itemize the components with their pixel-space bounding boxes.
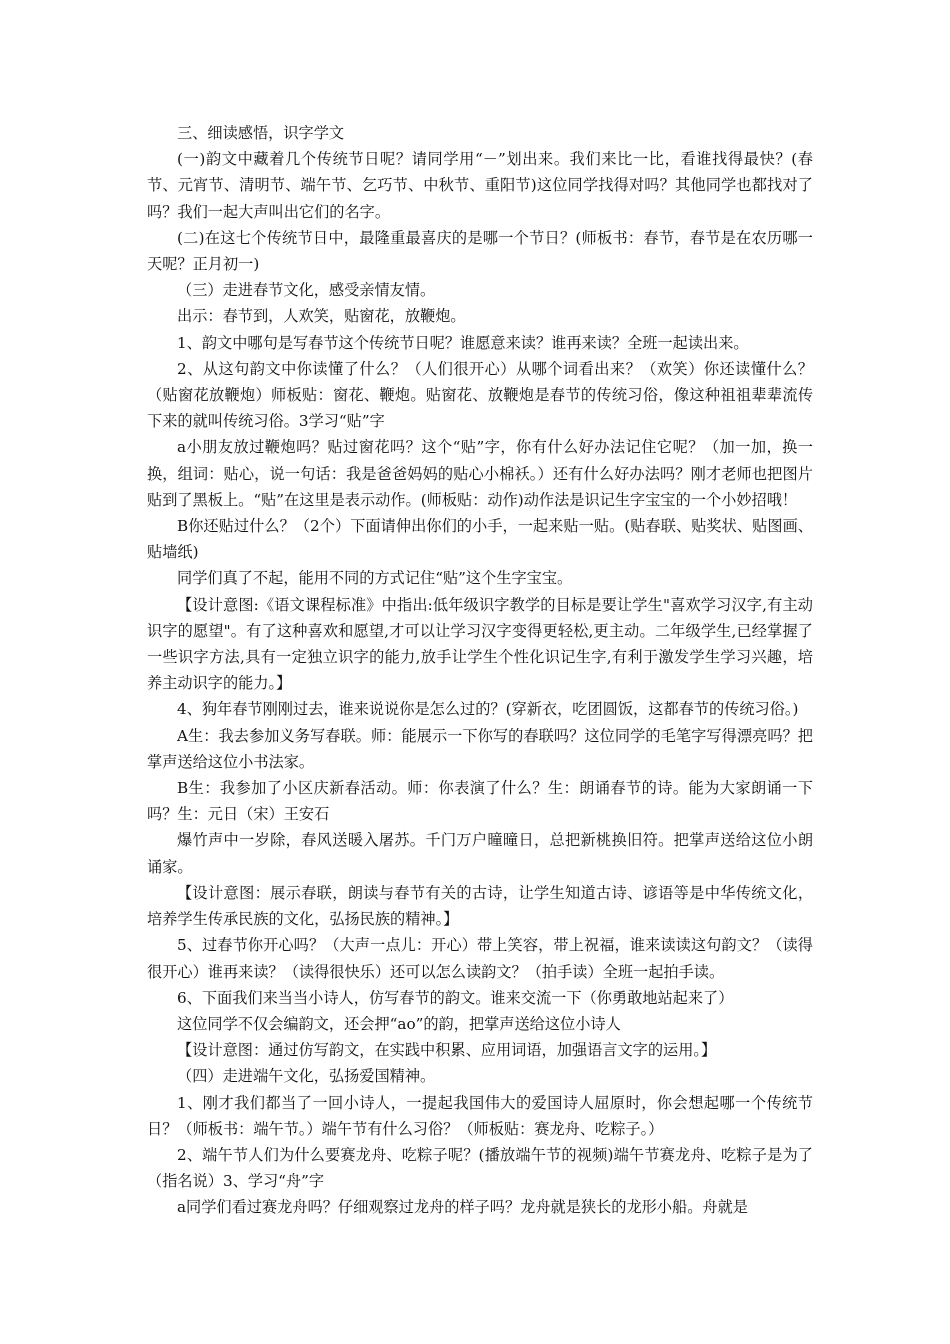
design-intent-note: 【设计意图：通过仿写韵文，在实践中积累、应用词语，加强语言文字的运用。】 xyxy=(177,1041,717,1060)
paragraph: A生：我去参加义务写春联。师：能展示一下你写的春联吗？这位同学的毛笔字写得漂亮吗？把掌声送给这位小书法家。 xyxy=(147,726,813,771)
paragraph: 5、过春节你开心吗？（大声一点儿：开心）带上笑容，带上祝福，谁来读读这句韵文？（读得很开心）谁再来读？（读得很快乐）还可以怎么读韵文？（拍手读）全班一起拍手读。 xyxy=(147,936,813,981)
design-intent-note: 【设计意图：展示春联，朗读与春节有关的古诗，让学生知道古诗、谚语等是中华传统文化，培养学生传承民族的文化，弘扬民族的精神。】 xyxy=(147,883,813,929)
poem-paragraph: 爆竹声中一岁除，春风送暖入屠苏。千门万户曈曈日，总把新桃换旧符。把掌声送给这位小朗诵家。 xyxy=(147,831,813,876)
paragraph: B你还贴过什么？（2个）下面请伸出你们的小手，一起来贴一贴。(贴春联、贴奖状、贴图画、贴墙纸) xyxy=(147,517,813,562)
paragraph: (二)在这七个传统节日中，最隆重最喜庆的是哪一个节日？(师板书：春节，春节是在农历哪一天呢？正月初一) xyxy=(147,228,813,274)
paragraph: 2、端午节人们为什么要赛龙舟、吃粽子呢？(播放端午节的视频)端午节赛龙舟、吃粽子是为了（指名说）3、学习“舟”字 xyxy=(147,1145,813,1191)
paragraph: （四）走进端午文化，弘扬爱国精神。 xyxy=(177,1067,436,1086)
paragraph: 2、从这句韵文中你读懂了什么？（人们很开心）从哪个词看出来？（欢笑）你还读懂什么？（贴窗花放鞭炮）师板贴：窗花、鞭炮。贴窗花、放鞭炮是春节的传统习俗，像这种祖祖辈辈流传下来的就叫传统习俗。3学习“贴”字 xyxy=(147,359,813,431)
document-body xyxy=(147,120,813,1221)
section-heading: 三、细读感悟，识字学文 xyxy=(177,124,345,142)
paragraph: 这位同学不仅会编韵文，还会押“ao”的韵，把掌声送给这位小诗人 xyxy=(177,1014,621,1033)
paragraph: 1、韵文中哪句是写春节这个传统节日呢？谁愿意来读？谁再来读？全班一起读出来。 xyxy=(177,333,749,352)
paragraph: a小朋友放过鞭炮吗？贴过窗花吗？这个“贴”字，你有什么好办法记住它呢？（加一加，换一换，组词：贴心，说一句话：我是爸爸妈妈的贴心小棉袄。）还有什么好办法吗？刚才老师也把图片贴到了黑板上。“贴”在这里是表示动作。(师板贴：动作)动作法是识记生字宝宝的一个小妙招哦！ xyxy=(147,438,813,509)
paragraph: （三）走进春节文化，感受亲情友情。 xyxy=(177,281,436,300)
paragraph: 1、刚才我们都当了一回小诗人，一提起我国伟大的爱国诗人屈原时，你会想起哪一个传统节日？（师板书：端午节。）端午节有什么习俗？（师板贴：赛龙舟、吃粽子。） xyxy=(147,1093,813,1138)
paragraph: 4、狗年春节刚刚过去，谁来说说你是怎么过的？(穿新衣，吃团圆饭，这都春节的传统习俗。) xyxy=(177,700,799,719)
paragraph: B生：我参加了小区庆新春活动。师：你表演了什么？生：朗诵春节的诗。能为大家朗诵一下吗？生：元日（宋）王安石 xyxy=(147,779,813,824)
design-intent-note: 【设计意图:《语文课程标准》中指出:低年级识字教学的目标是要让学生"喜欢学习汉字,有主动识字的愿望"。有了这种喜欢和愿望,才可以让学习汉字变得更轻松,更主动。二年级学生,已经掌握了一些识字方法,具有一定独立识字的能力,放手让学生个性化识记生字,有利于激发学生学习兴趣，培养主动识字的能力。】 xyxy=(147,595,813,693)
paragraph: a同学们看过赛龙舟吗？仔细观察过龙舟的样子吗？龙舟就是狭长的龙形小船。舟就是 xyxy=(177,1198,748,1217)
paragraph: 6、下面我们来当当小诗人，仿写春节的韵文。谁来交流一下（你勇敢地站起来了） xyxy=(177,988,734,1007)
paragraph: 同学们真了不起，能用不同的方式记住“贴”这个生字宝宝。 xyxy=(177,569,573,588)
paragraph: (一)韵文中藏着几个传统节日呢？请同学用“－”划出来。我们来比一比，看谁找得最快？(春节、元宵节、清明节、端午节、乞巧节、中秋节、重阳节)这位同学找得对吗？其他同学也都找对了吗？我们一起大声叫出它们的名字。 xyxy=(147,150,813,221)
paragraph: 出示：春节到，人欢笑，贴窗花，放鞭炮。 xyxy=(177,307,466,326)
